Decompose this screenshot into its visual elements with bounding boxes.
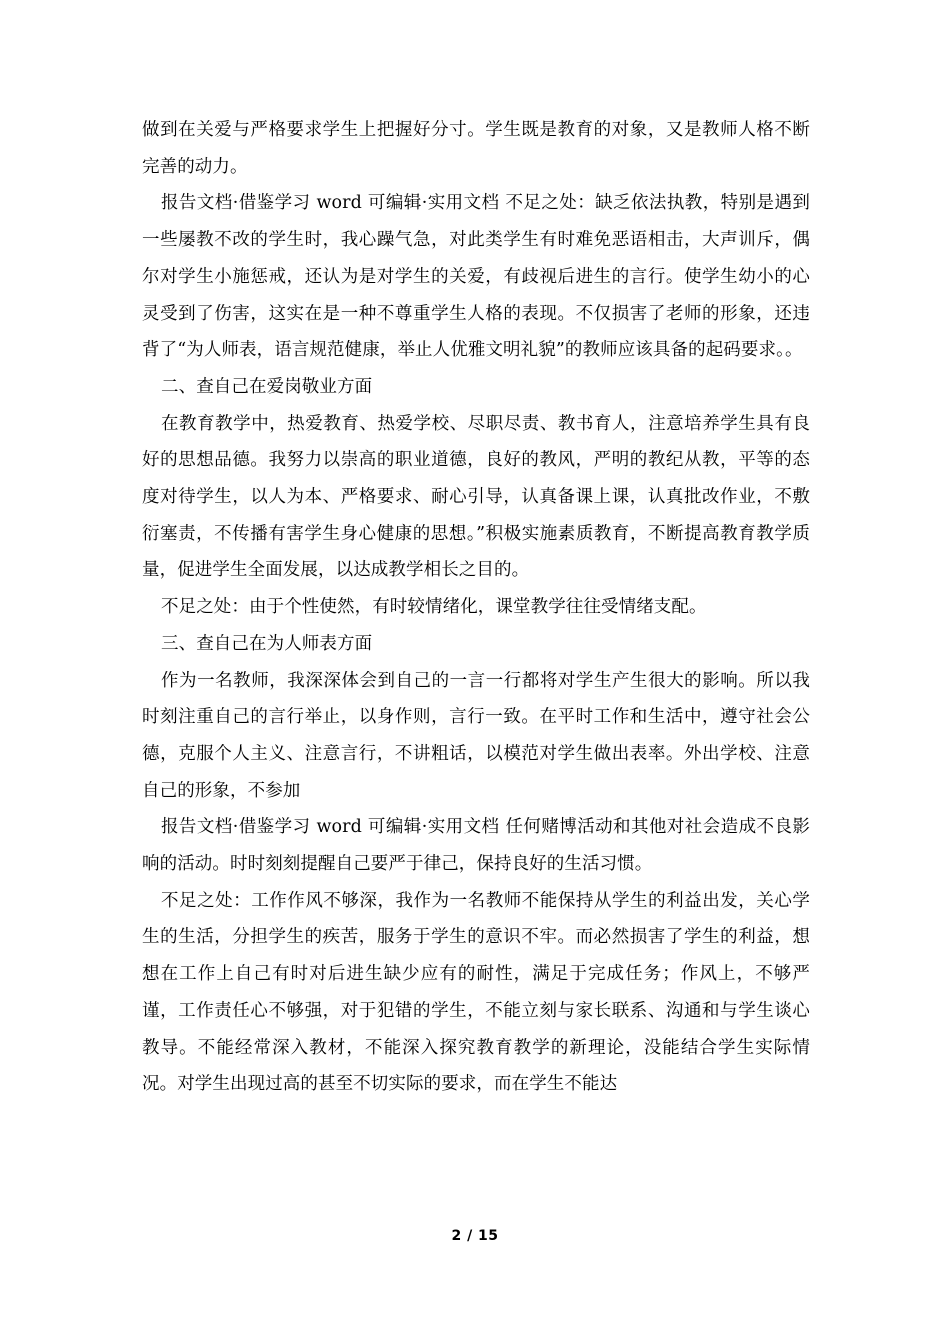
paragraph-dedication: 在教育教学中，热爱教育、热爱学校、尽职尽责、教书育人，注意培养学生具有良好的思想品德。我努力以崇高的职业道德，良好的教风，严明的教纪从教，平等的态度对待学生，以人为本、严格要求、耐心引导，认真备课上课，认真批改作业，不敷衍塞责，不传播有害学生身心健康的思想。”积极实施素质教育，不断提高教育教学质量，促进学生全面发展，以达成教学相长之目的。 — [142, 413, 810, 581]
page-number: 2 / 15 — [451, 1228, 499, 1244]
paragraph-shortcoming-emotion: 不足之处：由于个性使然，有时较情绪化，课堂教学往往受情绪支配。 — [161, 597, 707, 618]
paragraph-shortcoming-law: 报告文档·借鉴学习 word 可编辑·实用文档 不足之处：缺乏依法执教，特别是遇到一些屡教不改的学生时，我心躁气急，对此类学生有时难免恶语相击，大声训斥，偶尔对学生小施惩戒，还认为是对学生的关爱，有歧视后进生的言行。使学生幼小的心灵受到了伤害，这实在是一种不尊重学生人格的表现。不仅损害了老师的形象，还违背了“为人师表，语言规范健康，举止人优雅文明礼貌”的教师应该具备的起码要求。。 — [142, 193, 810, 361]
paragraph-self-discipline: 报告文档·借鉴学习 word 可编辑·实用文档 任何赌博活动和其他对社会造成不良影响的活动。时时刻刻提醒自己要严于律己，保持良好的生活习惯。 — [142, 817, 810, 875]
section-heading-role-model: 三、查自己在为人师表方面 — [161, 633, 373, 654]
paragraph-shortcoming-work-style: 不足之处：工作作风不够深，我作为一名教师不能保持从学生的利益出发，关心学生的生活，分担学生的疾苦，服务于学生的意识不牢。而必然损害了学生的利益，想想在工作上自己有时对后进生缺少应有的耐性，满足于完成任务；作风上，不够严谨，工作责任心不够强，对于犯错的学生，不能立刻与家长联系、沟通和与学生谈心教导。不能经常深入教材，不能深入探究教育教学的新理论，没能结合学生实际情况。对学生出现过高的甚至不切实际的要求，而在学生不能达 — [142, 890, 810, 1095]
section-heading-dedication: 二、查自己在爱岗敬业方面 — [161, 376, 373, 397]
document-body — [142, 112, 810, 1103]
paragraph-continuation: 做到在关爱与严格要求学生上把握好分寸。学生既是教育的对象，又是教师人格不断完善的动力。 — [142, 120, 810, 177]
paragraph-role-model: 作为一名教师，我深深体会到自己的一言一行都将对学生产生很大的影响。所以我时刻注重自己的言行举止，以身作则，言行一致。在平时工作和生活中，遵守社会公德，克服个人主义、注意言行，不讲粗话，以模范对学生做出表率。外出学校、注意自己的形象，不参加 — [142, 670, 810, 801]
